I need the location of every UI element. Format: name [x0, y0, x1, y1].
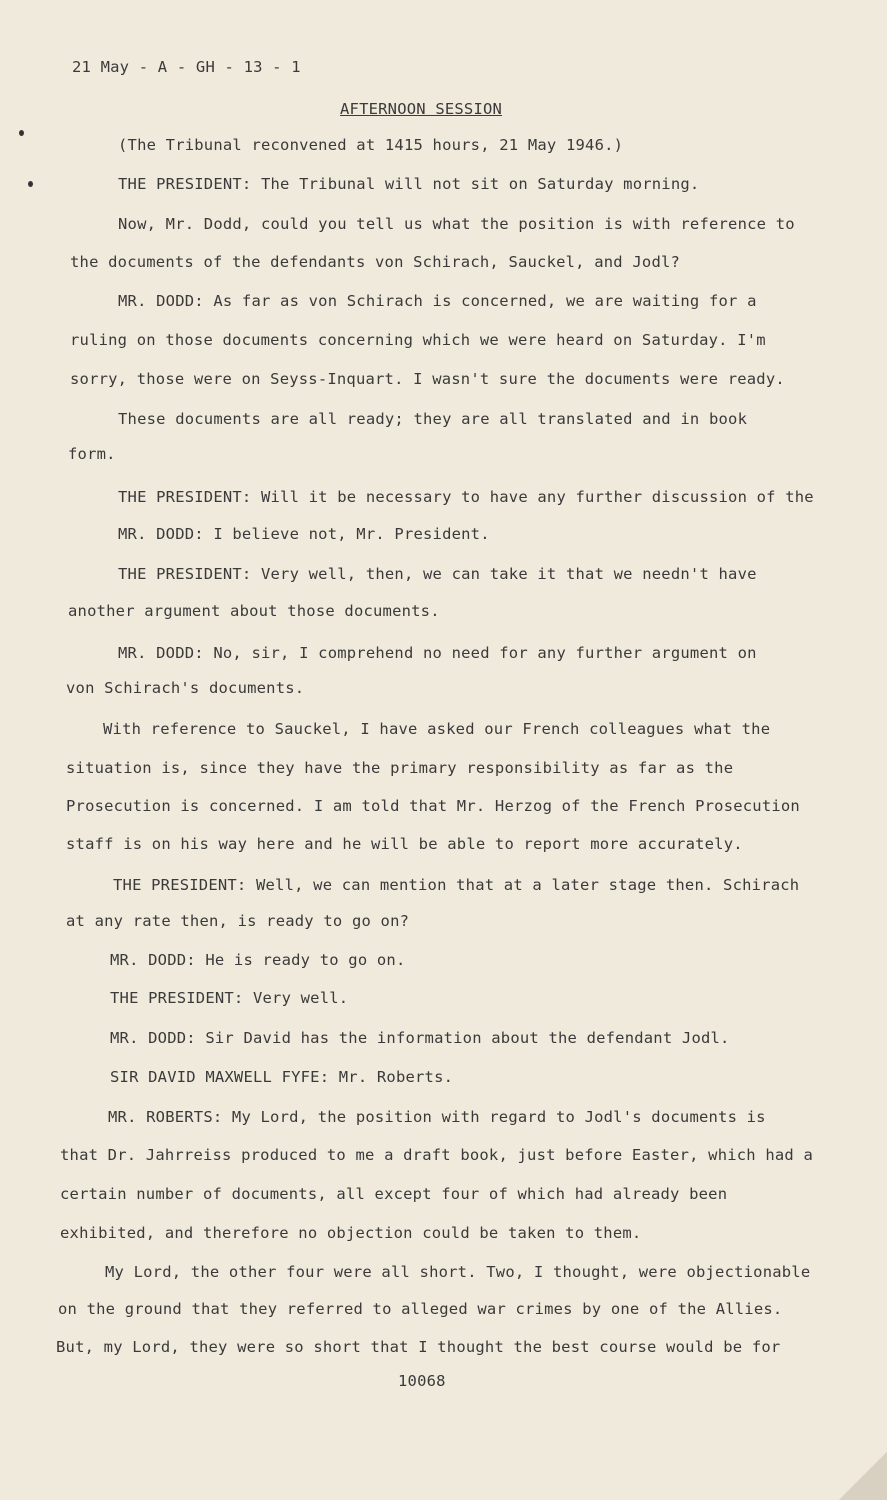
text-line: These documents are all ready; they are all translated and in book: [118, 410, 748, 428]
text-line: But, my Lord, they were so short that I thought the best course would be for: [56, 1338, 781, 1356]
text-line: THE PRESIDENT: Will it be necessary to have any further discussion of the: [118, 488, 814, 506]
text-line: staff is on his way here and he will be able to report more accurately.: [66, 835, 743, 853]
text-line: MR. DODD: Sir David has the information about the defendant Jodl.: [110, 1029, 730, 1047]
text-line: ruling on those documents concerning which we were heard on Saturday. I'm: [70, 331, 766, 349]
page-reference: 21 May - A - GH - 13 - 1: [72, 58, 301, 76]
text-line: Prosecution is concerned. I am told that Mr. Herzog of the French Prosecution: [66, 797, 800, 815]
text-line: Now, Mr. Dodd, could you tell us what the position is with reference to: [118, 215, 795, 233]
punch-hole-mark: [19, 130, 24, 136]
text-line: SIR DAVID MAXWELL FYFE: Mr. Roberts.: [110, 1068, 454, 1086]
text-line: THE PRESIDENT: Very well.: [110, 989, 349, 1007]
text-line: THE PRESIDENT: Very well, then, we can take it that we needn't have: [118, 565, 757, 583]
punch-hole-mark: [28, 181, 33, 187]
text-line: sorry, those were on Seyss-Inquart. I wasn't sure the documents were ready.: [70, 370, 785, 388]
text-line: MR. DODD: He is ready to go on.: [110, 951, 406, 969]
text-line: (The Tribunal reconvened at 1415 hours, 21 May 1946.): [118, 136, 624, 154]
text-line: on the ground that they referred to alleged war crimes by one of the Allies.: [58, 1300, 783, 1318]
text-line: MR. ROBERTS: My Lord, the position with regard to Jodl's documents is: [108, 1108, 766, 1126]
text-line: MR. DODD: As far as von Schirach is concerned, we are waiting for a: [118, 292, 757, 310]
text-line: at any rate then, is ready to go on?: [66, 912, 410, 930]
text-line: von Schirach's documents.: [66, 679, 305, 697]
text-line: MR. DODD: I believe not, Mr. President.: [118, 525, 490, 543]
page-number: 10068: [398, 1372, 446, 1390]
text-line: MR. DODD: No, sir, I comprehend no need for any further argument on: [118, 644, 757, 662]
text-line: exhibited, and therefore no objection could be taken to them.: [60, 1224, 642, 1242]
text-line: My Lord, the other four were all short. Two, I thought, were objectionable: [105, 1263, 811, 1281]
session-title: AFTERNOON SESSION: [340, 100, 503, 118]
text-line: certain number of documents, all except four of which had already been: [60, 1185, 728, 1203]
text-line: THE PRESIDENT: Well, we can mention that at a later stage then. Schirach: [113, 876, 800, 894]
text-line: THE PRESIDENT: The Tribunal will not sit on Saturday morning.: [118, 175, 700, 193]
page-corner-fold: [839, 1452, 887, 1500]
text-line: that Dr. Jahrreiss produced to me a draft book, just before Easter, which had a: [60, 1146, 814, 1164]
text-line: another argument about those documents.: [68, 602, 440, 620]
text-line: the documents of the defendants von Schirach, Sauckel, and Jodl?: [70, 253, 681, 271]
text-line: form.: [68, 445, 116, 463]
text-line: situation is, since they have the primary responsibility as far as the: [66, 759, 734, 777]
text-line: With reference to Sauckel, I have asked our French colleagues what the: [103, 720, 771, 738]
